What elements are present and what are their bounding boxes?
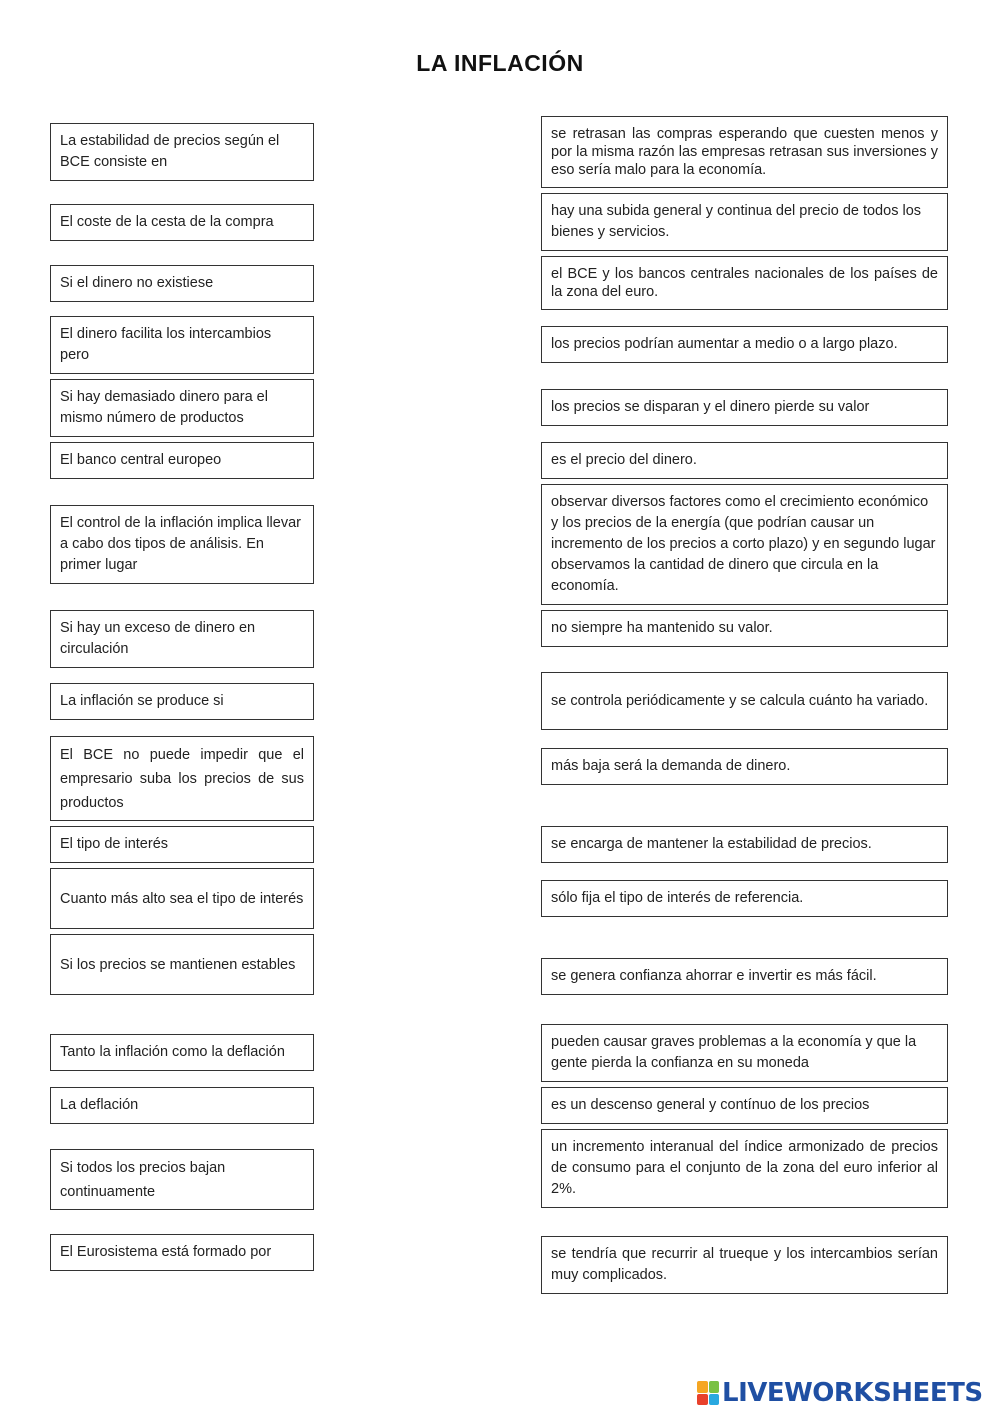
left-item-3[interactable]: Si el dinero no existiese xyxy=(50,265,314,302)
liveworksheets-logo-icon xyxy=(697,1381,719,1405)
right-item-16[interactable]: un incremento interanual del índice armonizado de precios de consumo para el conjunto de la zona del euro inferior al 2%. xyxy=(541,1129,948,1208)
left-item-1[interactable]: La estabilidad de precios según el BCE consiste en xyxy=(50,123,314,181)
logo-square-2 xyxy=(709,1381,720,1393)
right-item-4[interactable]: los precios podrían aumentar a medio o a largo plazo. xyxy=(541,326,948,363)
right-item-8[interactable]: no siempre ha mantenido su valor. xyxy=(541,610,948,647)
left-item-14[interactable]: Tanto la inflación como la deflación xyxy=(50,1034,314,1071)
left-item-10[interactable]: El BCE no puede impedir que el empresario suba los precios de sus productos xyxy=(50,736,314,821)
liveworksheets-logo xyxy=(697,1378,983,1408)
left-item-11[interactable]: El tipo de interés xyxy=(50,826,314,863)
left-item-2[interactable]: El coste de la cesta de la compra xyxy=(50,204,314,241)
right-item-3[interactable]: el BCE y los bancos centrales nacionales de los países de la zona del euro. xyxy=(541,256,948,310)
left-item-7[interactable]: El control de la inflación implica llevar a cabo dos tipos de análisis. En primer lugar xyxy=(50,505,314,584)
left-item-13[interactable]: Si los precios se mantienen estables xyxy=(50,934,314,995)
left-item-8[interactable]: Si hay un exceso de dinero en circulación xyxy=(50,610,314,668)
right-item-15[interactable]: es un descenso general y contínuo de los precios xyxy=(541,1087,948,1124)
right-item-14[interactable]: pueden causar graves problemas a la economía y que la gente pierda la confianza en su moneda xyxy=(541,1024,948,1082)
left-item-12[interactable]: Cuanto más alto sea el tipo de interés xyxy=(50,868,314,929)
left-item-16[interactable]: Si todos los precios bajan continuamente xyxy=(50,1149,314,1210)
left-item-5[interactable]: Si hay demasiado dinero para el mismo número de productos xyxy=(50,379,314,437)
left-item-15[interactable]: La deflación xyxy=(50,1087,314,1124)
right-item-11[interactable]: se encarga de mantener la estabilidad de precios. xyxy=(541,826,948,863)
page-title: LA INFLACIÓN xyxy=(416,50,584,76)
right-item-13[interactable]: se genera confianza ahorrar e invertir es más fácil. xyxy=(541,958,948,995)
right-item-12[interactable]: sólo fija el tipo de interés de referencia. xyxy=(541,880,948,917)
logo-square-1 xyxy=(697,1381,708,1393)
left-item-9[interactable]: La inflación se produce si xyxy=(50,683,314,720)
logo-square-4 xyxy=(709,1394,720,1406)
right-item-10[interactable]: más baja será la demanda de dinero. xyxy=(541,748,948,785)
right-item-17[interactable]: se tendría que recurrir al trueque y los intercambios serían muy complicados. xyxy=(541,1236,948,1294)
right-item-7[interactable]: observar diversos factores como el crecimiento económico y los precios de la energía (que podrían causar un incremento de los precios a corto plazo) y en segundo lugar observamos la cantidad de dinero que circula en la economía. xyxy=(541,484,948,605)
left-item-4[interactable]: El dinero facilita los intercambios pero xyxy=(50,316,314,374)
right-item-9[interactable]: se controla periódicamente y se calcula cuánto ha variado. xyxy=(541,672,948,730)
right-item-2[interactable]: hay una subida general y continua del precio de todos los bienes y servicios. xyxy=(541,193,948,251)
right-item-5[interactable]: los precios se disparan y el dinero pierde su valor xyxy=(541,389,948,426)
logo-square-3 xyxy=(697,1394,708,1406)
left-item-6[interactable]: El banco central europeo xyxy=(50,442,314,479)
right-item-6[interactable]: es el precio del dinero. xyxy=(541,442,948,479)
logo-text: LIVEWORKSHEETS xyxy=(722,1378,983,1408)
right-item-1[interactable]: se retrasan las compras esperando que cuesten menos y por la misma razón las empresas retrasan sus inversiones y eso sería malo para la economía. xyxy=(541,116,948,188)
left-item-17[interactable]: El Eurosistema está formado por xyxy=(50,1234,314,1271)
